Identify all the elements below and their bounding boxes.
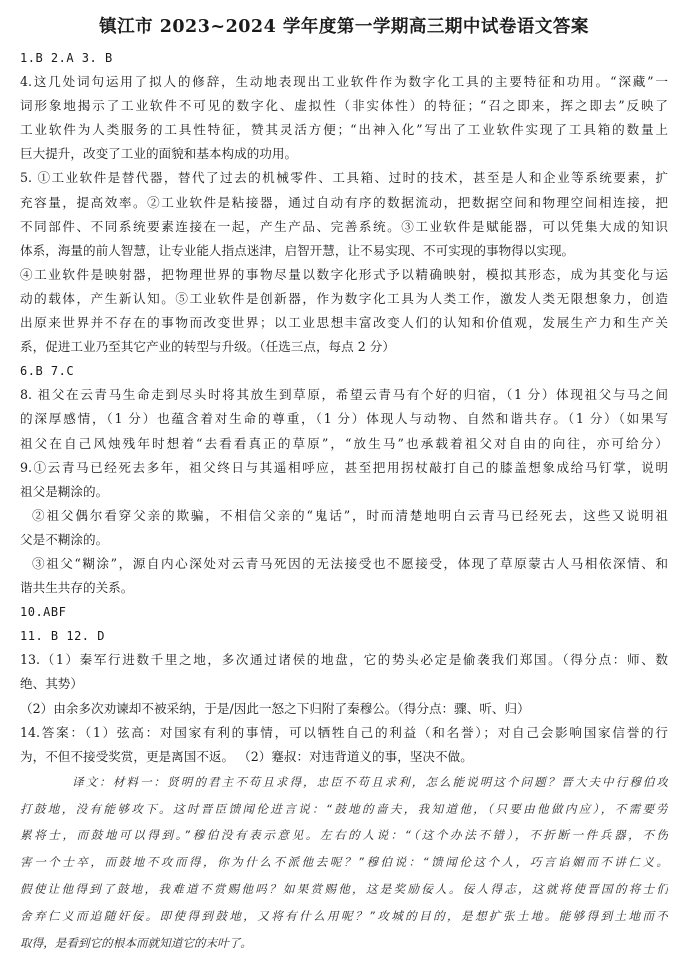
translation-line: 取得，是看到它的根本而就知道它的末叶了。	[20, 935, 252, 950]
answer-line: 巨大提升，改变了工业的面貌和基本构成的功用。	[20, 146, 298, 162]
answer-line: ②祖父偶尔看穿父亲的欺骗，不相信父亲的“鬼话”，时而清楚地明白云青马已经死去，这些又说明祖	[32, 507, 668, 523]
answer-line: 工业软件为人类服务的工具性特征，赞其灵活方便；“出神入化”写出了工业软件实现了工具箱的数量上	[20, 122, 668, 138]
answer-line: 出原来世界并不存在的事物而改变世界；以工业思想丰富改变人们的认知和价值观，发展生产力和生产关	[20, 315, 668, 331]
answer-line: 谐共生共存的关系。	[20, 580, 134, 596]
answer-line: 体系，海量的前人智慧，让专业能人指点迷津，启智开慧，让不易实现、不可实现的事物得以实现。	[20, 242, 575, 258]
answer-line: 11. B 12. D	[20, 629, 105, 644]
translation-line: 害一个士卒，而鼓地不攻而得，你为什么不派他去呢？”穆伯说：“馈闻伦这个人，巧言谄媚而不讲仁义。	[20, 855, 668, 870]
answer-line: 13.（1）秦军行进数千里之地，多次通过诸侯的地盘，它的势头必定是偷袭我们郑国。（得分点：师、数	[20, 652, 668, 668]
answer-line: 为，不但不接受奖赏，更是离国不返。 （2）蹇叔：对违背道义的事，坚决不做。	[20, 748, 473, 764]
answer-line: 9.①云青马已经死去多年，祖父终日与其遥相呼应，甚至把用拐杖敲打自己的膝盖想象成给马钉掌，说明	[20, 459, 668, 475]
answer-line: 父是不糊涂的。	[20, 531, 109, 547]
answer-line: 1.B 2.A 3. B	[20, 51, 113, 65]
translation-line: 舍弃仁义而追随奸佞。即使得到鼓地，又将有什么用呢？”攻城的目的，是想扩张土地。能够得到土地而不	[20, 908, 668, 923]
answer-line: 绝、其势）	[20, 676, 83, 692]
answer-line: 动的载体，产生新认知。⑤工业软件是创新器，作为数字化工具为人类工作，激发人类无限想象力，创造	[20, 290, 668, 306]
answer-line: 4.这几处词句运用了拟人的修辞，生动地表现出工业软件作为数字化工具的主要特征和功用。“深藏”一	[20, 74, 668, 90]
answer-line: 5. ①工业软件是替代器，替代了过去的机械零件、工具箱、过时的技术，甚至是人和企业等系统要素，扩	[20, 170, 668, 186]
translation-line: 打鼓地，没有能够攻下。这时晋臣馈闻伦进言说：“鼓地的啬夫，我知道他，（只要由他做内应），不需要劳	[20, 801, 668, 816]
answer-line: 祖父是糊涂的。	[20, 483, 109, 499]
answer-line: 10.ABF	[20, 605, 67, 620]
answer-line: 系，促进工业乃至其它产业的转型与升级。（任选三点，每点 2 分）	[20, 339, 395, 355]
translation-line: 假使让他得到了鼓地，我难道不赏赐他吗？如果赏赐他，这是奖励佞人。佞人得志，这就将使晋国的将士们	[20, 882, 668, 896]
answer-line: 充容量，提高效率。②工业软件是粘接器，通过自动有序的数据流动，把数据空间和物理空间相连接，把	[20, 194, 668, 210]
answer-line: 祖父在自己风烛残年时想着“去看看真正的草原”，“放生马”也承载着祖父对自由的向往，亦可给分）	[20, 435, 668, 451]
answer-line: 6.B 7.C	[20, 364, 75, 379]
answer-line: ④工业软件是映射器，把物理世界的事物尽量以数字化形式予以精确映射，模拟其形态，成为其变化与运	[20, 266, 668, 282]
answer-line: 8. 祖父在云青马生命走到尽头时将其放生到草原，希望云青马有个好的归宿，（1 分）体现祖父与马之间	[20, 387, 668, 403]
translation-line: 累将士，而鼓地可以得到。”穆伯没有表示意见。左右的人说：“（这个办法不错），不折断一件兵器，不伤	[20, 828, 668, 843]
translation-line: 译文：材料一：贤明的君主不苟且求得，忠臣不苟且求利，怎么能说明这个问题？晋大夫中行穆伯攻	[72, 774, 668, 789]
answer-body	[20, 46, 668, 769]
translation-body	[20, 769, 668, 956]
document-title: 镇江市 2023~2024 学年度第一学期高三期中试卷语文答案	[99, 17, 589, 37]
answer-line: 不同部件、不同系统要素连接在一起，产生产品、完善系统。③工业软件是赋能器，可以凭集大成的知识	[20, 218, 668, 234]
answer-line: ③祖父“糊涂”，源自内心深处对云青马死因的无法接受也不愿接受，体现了草原蒙古人马相依深情、和	[32, 555, 668, 571]
answer-line: 词形象地揭示了工业软件不可见的数字化、虚拟性（非实体性）的特征；“召之即来，挥之即去”反映了	[20, 98, 668, 114]
answer-line: （2）由余多次劝谏却不被采纳，于是/因此一怒之下归附了秦穆公。（得分点：骤、听、归）	[20, 700, 530, 716]
answer-line: 14.答案：（1）弦高：对国家有利的事情，可以牺牲自己的利益（和名誉）；对自己会影响国家信誉的行	[20, 724, 668, 740]
answer-line: 的深厚感情，（1 分）也蕴含着对生命的尊重，（1 分）体现人与动物、自然和谐共存。（1 分）（如果写	[20, 411, 668, 427]
